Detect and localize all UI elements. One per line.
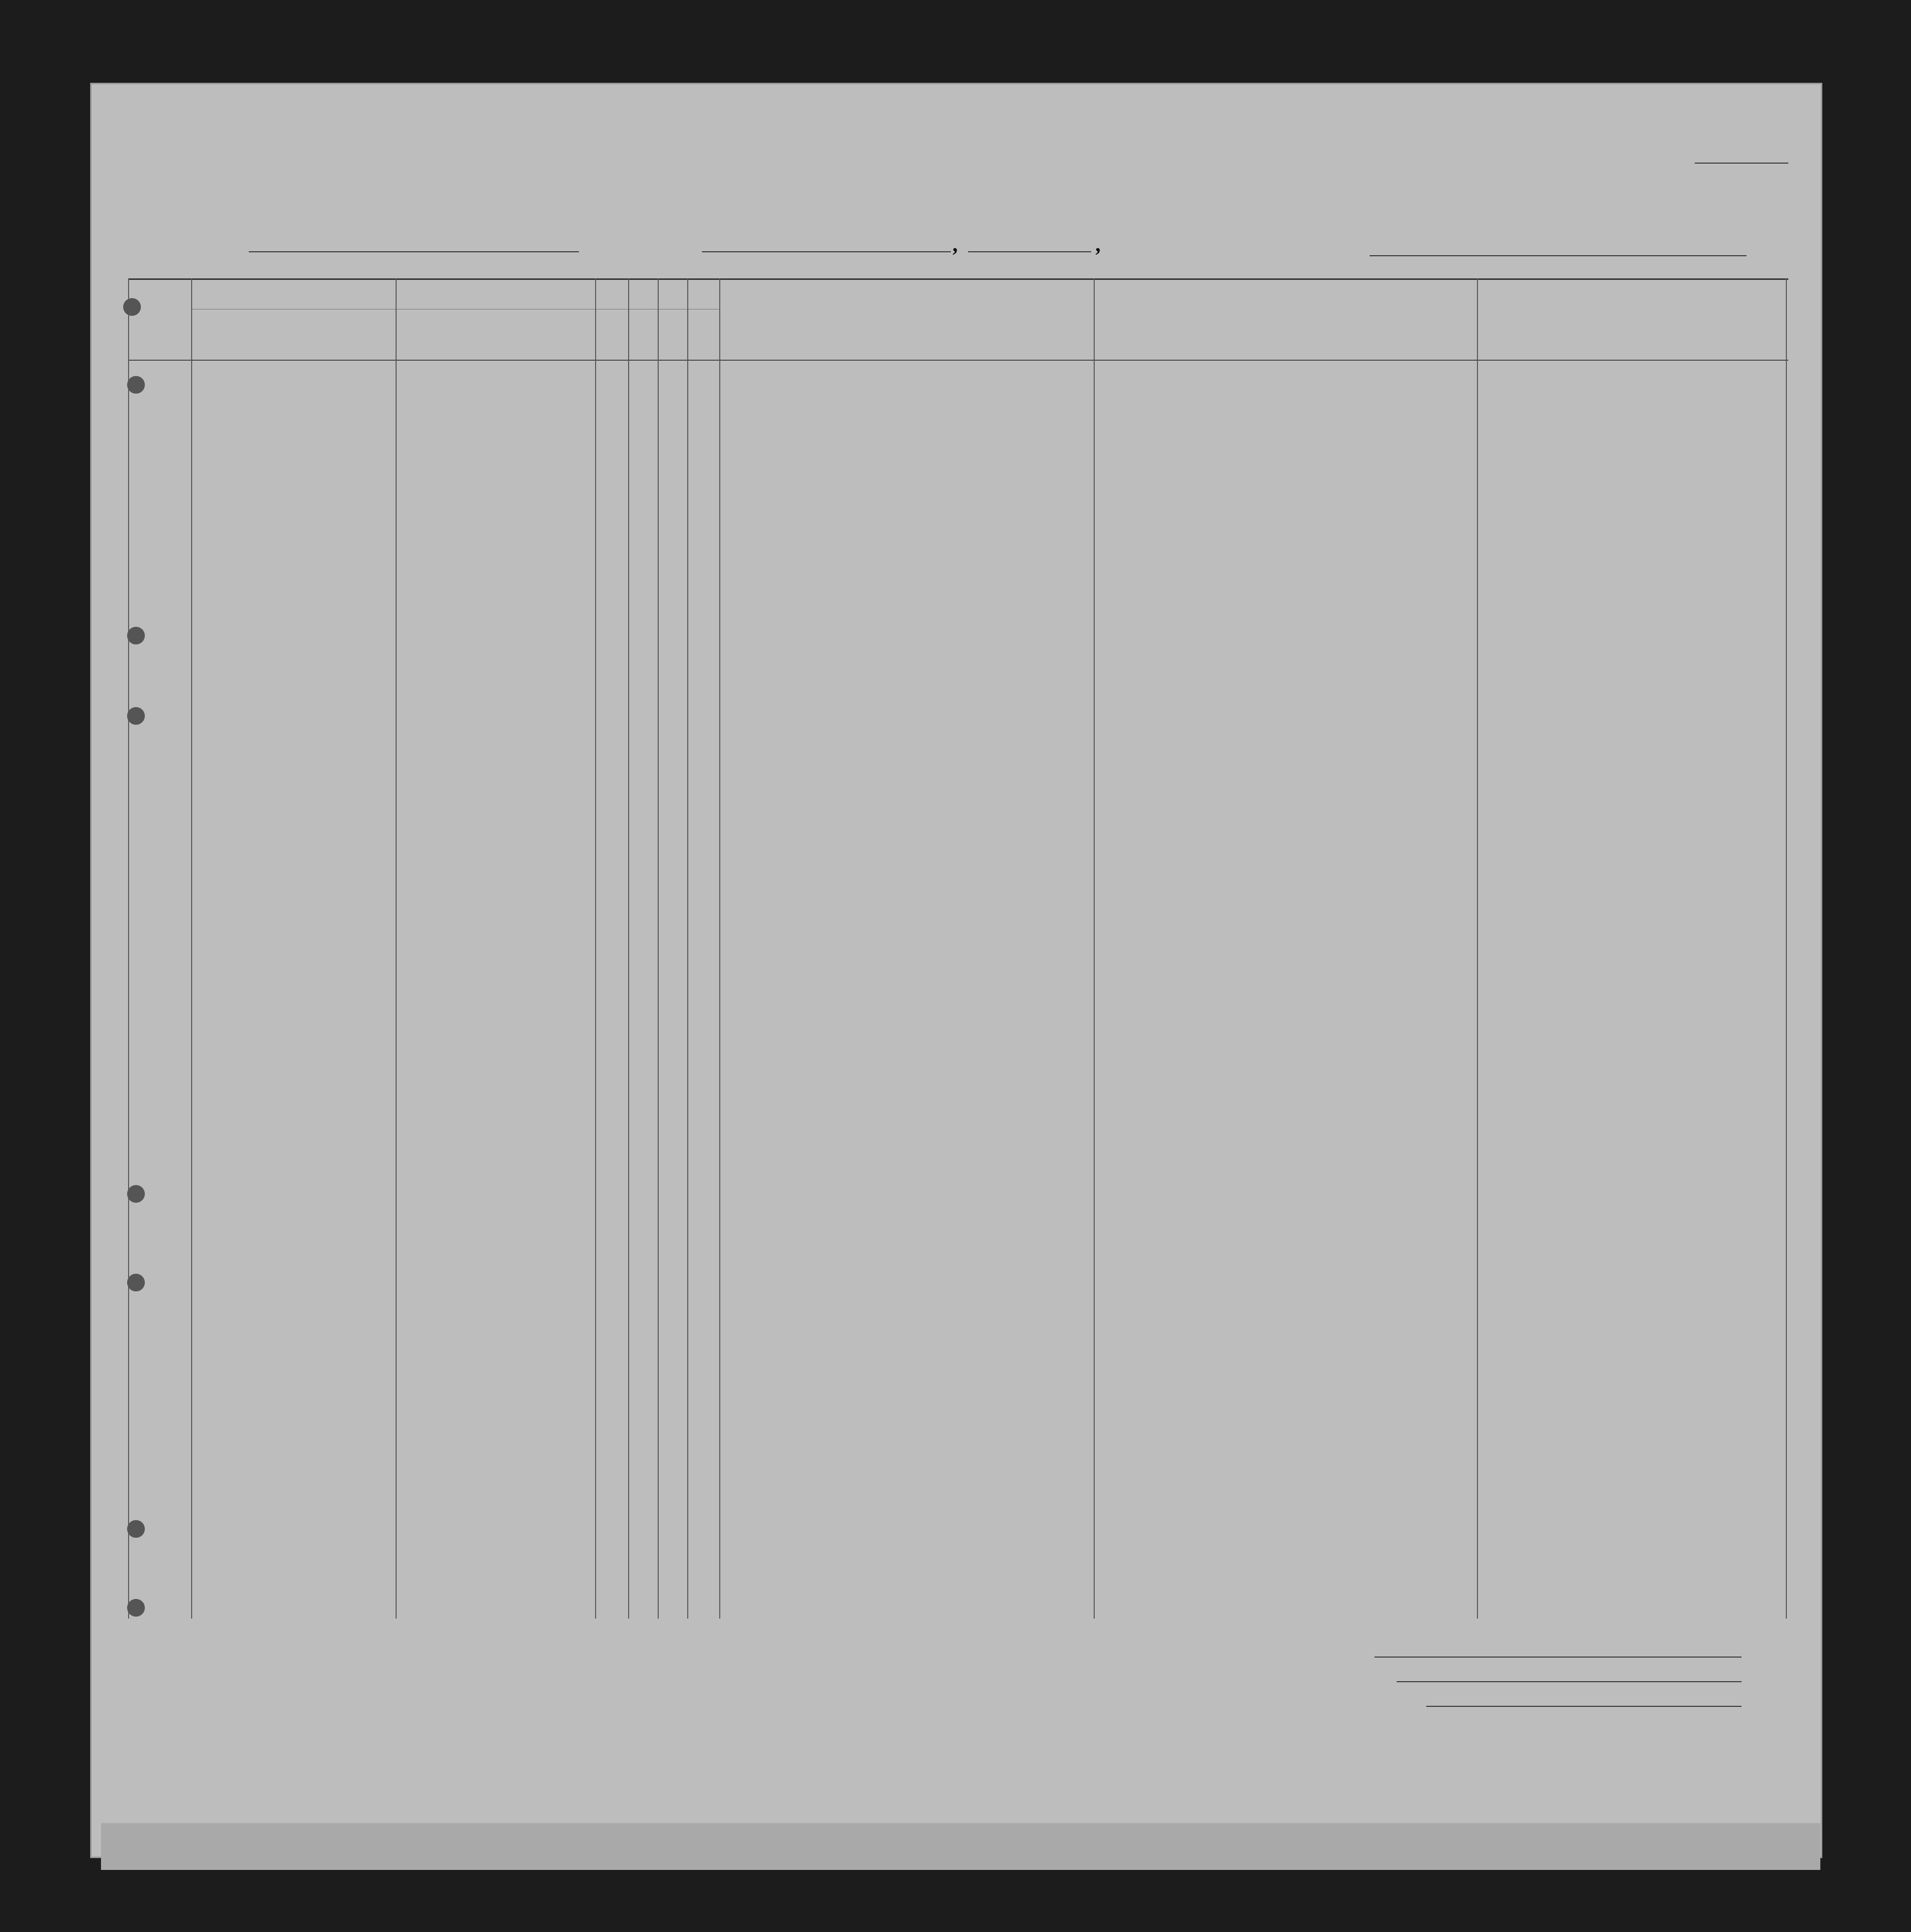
binder-hole bbox=[127, 707, 145, 725]
ship-underline bbox=[249, 251, 579, 252]
underlying-sheet-edge bbox=[101, 1823, 1820, 1870]
arrival-underline bbox=[1370, 255, 1744, 256]
table-top-rule bbox=[128, 278, 1788, 280]
col-divider bbox=[687, 278, 688, 1619]
date-underline bbox=[968, 251, 1091, 252]
col-divider bbox=[719, 278, 720, 1619]
binder-hole bbox=[127, 627, 145, 644]
binder-hole bbox=[127, 1185, 145, 1203]
year-end-underline bbox=[1707, 255, 1746, 256]
line-underline bbox=[1375, 1657, 1742, 1658]
binder-hole bbox=[123, 298, 141, 316]
binder-hole bbox=[127, 1274, 145, 1291]
col-divider bbox=[1477, 278, 1478, 1619]
binder-hole bbox=[127, 376, 145, 394]
agents-underline bbox=[1426, 1706, 1742, 1707]
passenger-table bbox=[128, 278, 1788, 1619]
header-bottom-rule bbox=[128, 360, 1788, 361]
comma-1: , bbox=[953, 232, 959, 256]
col-divider bbox=[658, 278, 659, 1619]
from-underline bbox=[702, 251, 951, 252]
owners-underline bbox=[1397, 1681, 1742, 1682]
comma-2: , bbox=[1096, 232, 1102, 256]
col-divider bbox=[1786, 278, 1787, 1619]
binder-hole bbox=[127, 1520, 145, 1538]
col-divider bbox=[1094, 278, 1095, 1619]
binder-hole bbox=[127, 1599, 145, 1617]
col-divider bbox=[191, 278, 192, 1619]
col-divider bbox=[128, 278, 129, 1619]
col-divider bbox=[396, 278, 397, 1619]
col-divider bbox=[628, 278, 629, 1619]
col-divider bbox=[595, 278, 596, 1619]
number-underline bbox=[1695, 163, 1788, 164]
